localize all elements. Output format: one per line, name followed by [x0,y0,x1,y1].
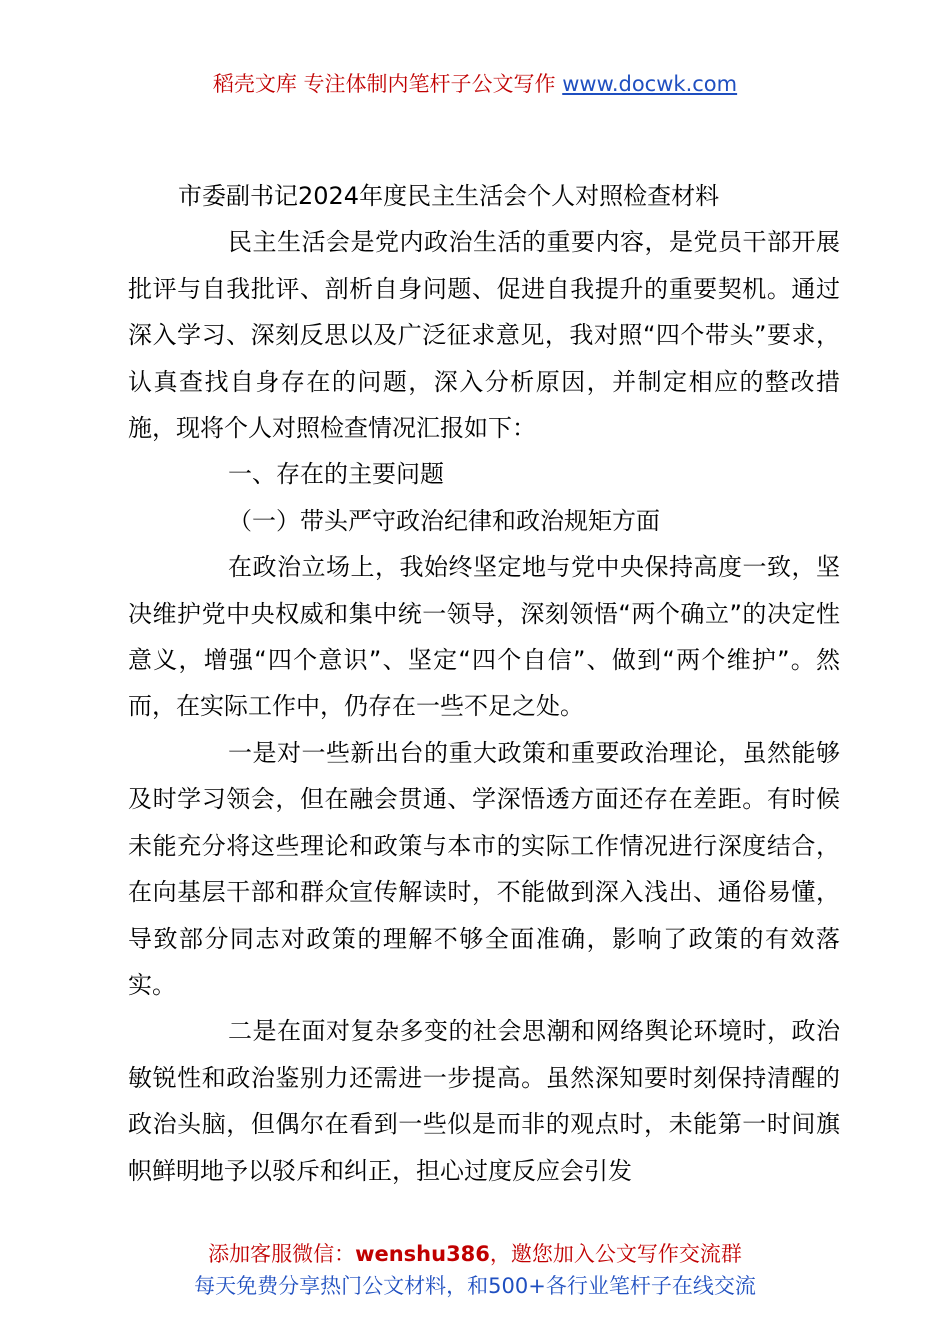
footer-contact-prefix: 添加客服微信： [208,1242,356,1266]
section-heading: 一、存在的主要问题 [228,460,444,489]
wechat-id: wenshu386 [355,1242,490,1266]
document-body [128,173,840,1194]
body-paragraph-2: 一是对一些新出台的重大政策和重要政治理论，虽然能够及时学习领会，但在融会贯通、学深悟透方面还存在差距。有时候未能充分将这些理论和政策与本市的实际工作情况进行深度结合，在向基层干部和群众宣传解读时，不能做到深入浅出、通俗易懂，导致部分同志对政策的理解不够全面准确，影响了政策的有效落实。 [128,738,840,999]
brand-slogan: 稻壳文库 专注体制内笔杆子公文写作 [212,72,563,96]
body-paragraph-3: 二是在面对复杂多变的社会思潮和网络舆论环境时，政治敏锐性和政治鉴别力还需进一步提高。虽然深知要时刻保持清醒的政治头脑，但偶尔在看到一些似是而非的观点时，未能第一时间旗帜鲜明地予以驳斥和纠正，担心过度反应会引发 [128,1017,840,1185]
footer-contact-suffix: ，邀您加入公文写作交流群 [489,1242,742,1266]
footer-promo-line: 每天免费分享热门公文材料，和500+各行业笔杆子在线交流 [194,1274,756,1298]
watermark-footer [0,1238,950,1302]
watermark-header [0,68,950,100]
document-title: 市委副书记2024年度民主生活会个人对照检查材料 [178,182,720,210]
footer-contact-line [0,1238,950,1270]
subsection-heading: （一）带头严守政治纪律和政治规矩方面 [228,506,660,535]
site-link[interactable]: www.docwk.com [562,72,738,96]
body-paragraph-1: 在政治立场上，我始终坚定地与党中央保持高度一致，坚决维护党中央权威和集中统一领导，深刻领悟“两个确立”的决定性意义，增强“四个意识”、坚定“四个自信”、做到“两个维护”。然而，在实际工作中，仍存在一些不足之处。 [128,553,840,721]
intro-paragraph: 民主生活会是党内政治生活的重要内容，是党员干部开展批评与自我批评、剖析自身问题、促进自我提升的重要契机。通过深入学习、深刻反思以及广泛征求意见，我对照“四个带头”要求，认真查找自身存在的问题，深入分析原因，并制定相应的整改措施，现将个人对照检查情况汇报如下： [128,228,840,443]
